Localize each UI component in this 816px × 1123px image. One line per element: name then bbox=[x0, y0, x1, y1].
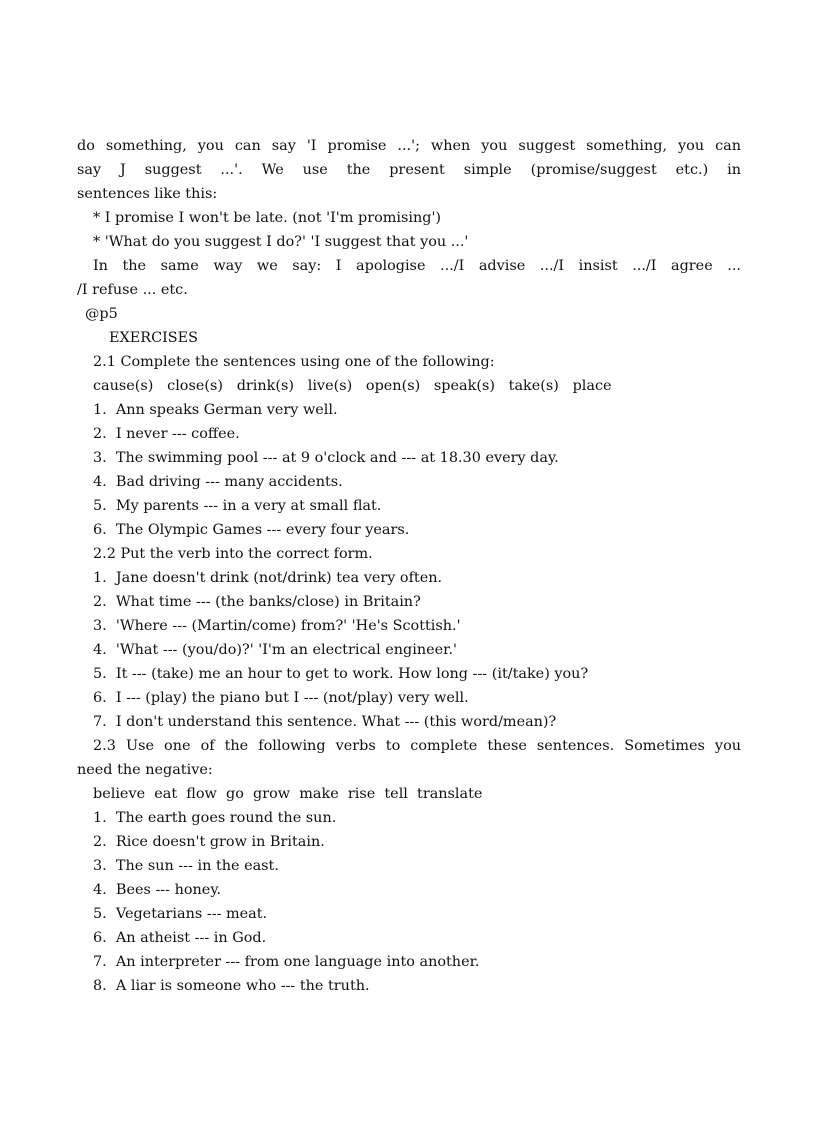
exercise-2-1-heading: 2.1 Complete the sentences using one of the following: bbox=[93, 354, 495, 370]
exercise-2-2-item: 3. 'Where --- (Martin/come) from?' 'He's Scottish.' bbox=[93, 618, 461, 634]
example-sentence-2: * 'What do you suggest I do?' 'I suggest that you ...' bbox=[93, 234, 469, 250]
same-way-line-2: /I refuse ... etc. bbox=[77, 282, 188, 298]
exercise-2-3-heading-cont: need the negative: bbox=[77, 762, 213, 778]
exercise-2-3-item: 8. A liar is someone who --- the truth. bbox=[93, 978, 370, 994]
exercise-2-1-item: 4. Bad driving --- many accidents. bbox=[93, 474, 343, 490]
intro-line-1: do something, you can say 'I promise ...'; when you suggest something, you can bbox=[77, 138, 741, 154]
same-way-line-1: In the same way we say: I apologise .../I advise .../I insist .../I agree ... bbox=[93, 258, 741, 274]
intro-line-3: sentences like this: bbox=[77, 186, 218, 202]
exercise-2-2-heading: 2.2 Put the verb into the correct form. bbox=[93, 546, 373, 562]
intro-line-2: say J suggest ...'. We use the present simple (promise/suggest etc.) in bbox=[77, 162, 741, 178]
exercise-2-3-item: 2. Rice doesn't grow in Britain. bbox=[93, 834, 325, 850]
document-page bbox=[77, 134, 741, 998]
exercise-2-2-item: 2. What time --- (the banks/close) in Britain? bbox=[93, 594, 421, 610]
exercise-2-2-item: 1. Jane doesn't drink (not/drink) tea very often. bbox=[93, 570, 443, 586]
exercise-2-3-item: 5. Vegetarians --- meat. bbox=[93, 906, 268, 922]
exercise-2-3-item: 1. The earth goes round the sun. bbox=[93, 810, 337, 826]
exercise-2-3-item: 7. An interpreter --- from one language into another. bbox=[93, 954, 480, 970]
example-sentence-1: * I promise I won't be late. (not 'I'm promising') bbox=[93, 210, 442, 226]
exercise-2-1-item: 2. I never --- coffee. bbox=[93, 426, 240, 442]
exercise-2-2-item: 5. It --- (take) me an hour to get to work. How long --- (it/take) you? bbox=[93, 666, 589, 682]
exercise-2-3-word-list: believe eat flow go grow make rise tell translate bbox=[93, 786, 483, 802]
page-marker: @p5 bbox=[85, 306, 118, 322]
exercises-title: EXERCISES bbox=[109, 330, 199, 346]
exercise-2-3-item: 4. Bees --- honey. bbox=[93, 882, 222, 898]
exercise-2-2-item: 6. I --- (play) the piano but I --- (not/play) very well. bbox=[93, 690, 469, 706]
exercise-2-2-item: 7. I don't understand this sentence. What --- (this word/mean)? bbox=[93, 714, 557, 730]
exercise-2-1-item: 1. Ann speaks German very well. bbox=[93, 402, 338, 418]
exercise-2-3-item: 6. An atheist --- in God. bbox=[93, 930, 267, 946]
exercise-2-1-word-list: cause(s) close(s) drink(s) live(s) open(s) speak(s) take(s) place bbox=[93, 378, 612, 394]
exercise-2-1-item: 3. The swimming pool --- at 9 o'clock and --- at 18.30 every day. bbox=[93, 450, 559, 466]
exercise-2-2-item: 4. 'What --- (you/do)?' 'I'm an electrical engineer.' bbox=[93, 642, 457, 658]
exercise-2-3-item: 3. The sun --- in the east. bbox=[93, 858, 279, 874]
exercise-2-1-item: 6. The Olympic Games --- every four years. bbox=[93, 522, 410, 538]
exercise-2-3-heading: 2.3 Use one of the following verbs to complete these sentences. Sometimes you bbox=[93, 738, 741, 754]
exercise-2-1-item: 5. My parents --- in a very at small flat. bbox=[93, 498, 382, 514]
